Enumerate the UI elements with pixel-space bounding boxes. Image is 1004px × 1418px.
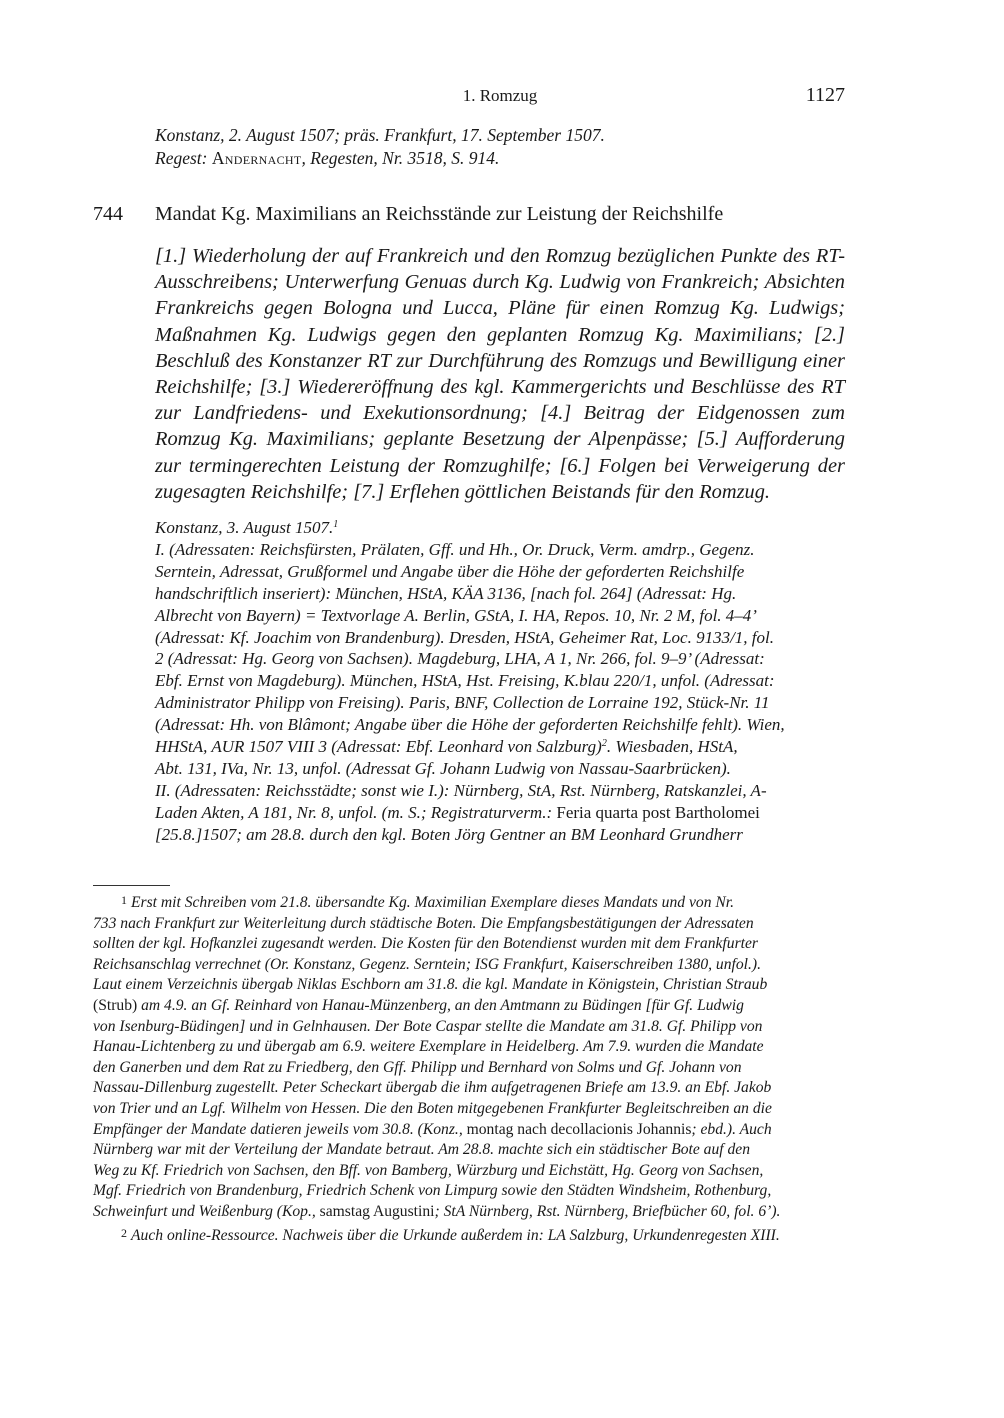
source-line: Ebf. Ernst von Magdeburg). München, HStA, Hst. Freising, K.blau 220/1, unfol. (Adressat: [155,671,775,691]
footnote-2 [93,1223,845,1247]
source-line: [25.8.]1507; am 28.8. durch den kgl. Boten Jörg Gentner an BM Leonhard Grundherr [155,824,743,844]
footnote-text: Auch online-Ressource. Nachweis über die Urkunde außerdem in: LA Salzburg, Urkundenregesten XIII. [131,1226,780,1244]
footnote-text: Erst mit Schreiben vom 21.8. übersandte Kg. Maximilian Exemplare dieses Mandats und von Nr. [131,894,735,911]
footnote-mark: 2 [121,1225,127,1240]
footnote-ref-1[interactable]: 1 [333,519,339,530]
footnote-line [93,996,845,1017]
footnote-roman-text: montag nach decollacionis Johannis [462,1120,692,1138]
source-line: Albrecht von Bayern) = Textvorlage A. Berlin, GStA, I. HA, Repos. 10, Nr. 2 M, fol. 4–4’ [155,605,757,625]
footnote-line: sollten der kgl. Hofkanzlei zugesandt werden. Die Kosten für den Botendienst wurden mit dem Frankfurter [93,935,758,953]
source-line: II. (Adressaten: Reichsstädte; sonst wie I.): Nürnberg, StA, Rst. Nürnberg, Ratskanzlei, A- [155,780,767,800]
footnote-roman-text: samstag Augustini [315,1202,435,1220]
previous-entry-regest [155,147,845,170]
document-number: 744 [93,203,123,225]
footnote-line: den Ganerben und dem Rat zu Friedberg, den Gff. Philipp und Bernhard von Solms und Gf. Johann von [93,1058,742,1076]
source-text: Laden Akten, A 181, Nr. 8, unfol. (m. S.; Registraturverm.: [155,802,553,822]
previous-entry-date: Konstanz, 2. August 1507; präs. Frankfurt, 17. September 1507. [155,125,605,145]
footnote-line: Reichsanschlag verrechnet (Or. Konstanz, Gegenz. Serntein; ISG Frankfurt, Kaiserschreiben 1380, unfol.). [93,955,761,973]
source-line: Serntein, Adressat, Grußformel und Angabe über die Höhe der geforderten Reichshilfe [155,561,745,581]
footnote-line [93,1202,845,1223]
footnote-text: am 4.9. an Gf. Reinhard von Hanau-Münzenberg, an den Amtmann zu Büdingen [für Gf. Ludwig [137,996,744,1014]
running-head [155,84,845,108]
page-number: 1127 [805,84,845,106]
regest-author: Andernacht [211,148,302,168]
footnote-line: 733 nach Frankfurt zur Weiterleitung durch städtische Boten. Die Empfangsbestätigungen der Adressaten [93,914,754,932]
source-text: . Wiesbaden, HStA, [606,737,738,757]
footnote-text: ; ebd.). Auch [691,1120,772,1138]
footnote-line: von Isenburg-Büdingen] und in Gelnhausen. Der Bote Caspar stellte die Mandate am 31.8. Gf. Philipp von [93,1017,763,1035]
footnote-line: Nürnberg war mit der Verteilung der Mandate betraut. Am 28.8. machte sich ein städtischer Bote auf den [93,1141,751,1159]
quoted-original-text: Feria quarta post Bartholomei [552,802,760,822]
footnote-text: Schweinfurt und Weißenburg (Kop., [93,1202,316,1220]
source-line: (Adressat: Kf. Joachim von Brandenburg). Dresden, HStA, Geheimer Rat, Loc. 9133/1, fol. [155,627,774,647]
footnote-text: Empfänger der Mandate datieren jeweils vom 30.8. (Konz., [93,1120,463,1138]
source-line: I. (Adressaten: Reichsfürsten, Prälaten, Gff. und Hh., Or. Druck, Verm. amdrp., Gegenz. [155,539,755,559]
document-title: Mandat Kg. Maximilians an Reichsstände zur Leistung der Reichshilfe [155,203,724,225]
document-heading [93,203,845,231]
footnote-1 [93,890,845,914]
source-line [155,736,845,758]
source-text: HHStA, AUR 1507 VIII 3 (Adressat: Ebf. Leonhard von Salzburg) [155,737,602,757]
source-line: Abt. 131, IVa, Nr. 13, unfol. (Adressat Gf. Johann Ludwig von Nassau-Saarbrücken). [155,758,731,778]
footnote-line: von Trier und an Lgf. Wilhelm von Hessen. Die den Boten mitgegebenen Frankfurter Begleitschreiben an die [93,1099,772,1117]
document-date [155,517,845,539]
footnote-line: Hanau-Lichtenberg zu und übergab am 6.9. weitere Exemplare in Heidelberg. Am 7.9. wurden die Mandate [93,1038,764,1056]
source-line: 2 (Adressat: Hg. Georg von Sachsen). Magdeburg, LHA, A 1, Nr. 266, fol. 9–9’ (Adressat: [155,649,765,669]
footnote-line: Weg zu Kf. Friedrich von Sachsen, den Bff. von Bamberg, Würzburg und Eichstätt, Hg. Georg von Sachsen, [93,1161,764,1179]
footnote-line: Laut einem Verzeichnis übergab Niklas Eschborn am 31.8. die kgl. Mandate in Königstein, Christian Straub [93,976,768,994]
document-sources [155,517,845,846]
running-head-title: 1. Romzug [462,86,538,105]
source-line: handschriftlich inseriert): München, HStA, KÄA 3136, [nach fol. 264] (Adressat: Hg. [155,583,737,603]
regest-label: Regest: [155,148,208,168]
footnote-ref-2[interactable]: 2 [601,738,607,750]
previous-entry [155,124,845,170]
source-line: Administrator Philipp von Freising). Paris, BNF, Collection de Lorraine 192, Stück-Nr. 11 [155,693,770,713]
footnote-mark: 1 [121,893,127,907]
footnote-line: Nassau-Dillenburg zugestellt. Peter Scheckart übergab die ihm aufgetragenen Briefe am 13.9. an Ebf. Jakob [93,1079,772,1097]
source-line [155,802,845,824]
document-date-text: Konstanz, 3. August 1507. [155,518,334,537]
footnote-divider [93,885,170,886]
source-line: (Adressat: Hh. von Blâmont; Angabe über die Höhe der geforderten Reichshilfe fehlt). Wien, [155,715,785,735]
footnote-roman-text: (Strub) [93,996,138,1014]
footnote-line: Mgf. Friedrich von Brandenburg, Friedrich Schenk von Limpurg sowie den Städten Windsheim, Rothenburg, [93,1182,772,1200]
regest-citation: , Regesten, Nr. 3518, S. 914. [301,148,500,168]
footnotes [93,890,845,1246]
footnote-line [93,1120,845,1141]
footnote-text: ; StA Nürnberg, Rst. Nürnberg, Briefbücher 60, fol. 6’). [434,1202,781,1220]
document-summary: [1.] Wiederholung der auf Frankreich und den Romzug bezüglichen Punkte des RT-Ausschreibens; Unterwerfung Genuas durch Kg. Ludwig von Frankreich; Absichten Frankreichs gegen Bologna und Lucca, Pläne für einen Romzug Kg. Ludwigs; Maßnahmen Kg. Ludwigs gegen den geplanten Romzug Kg. Maximilians; [2.] Beschluß des Konstanzer RT zur Durchführung des Romzugs und Bewilligung einer Reichshilfe; [3.] Wiedereröffnung des kgl. Kammergerichts und Beschlüsse des RT zur Landfriedens- und Exekutionsordnung; [4.] Beitrag der Eidgenossen zum Romzug Kg. Maximilians; geplante Besetzung der Alpenpässe; [5.] Aufforderung zur termingerechten Leistung der Romzughilfe; [6.] Folgen bei Verweigerung der zugesagten Reichshilfe; [7.] Erflehen göttlichen Beistands für den Romzug. [155,245,845,503]
